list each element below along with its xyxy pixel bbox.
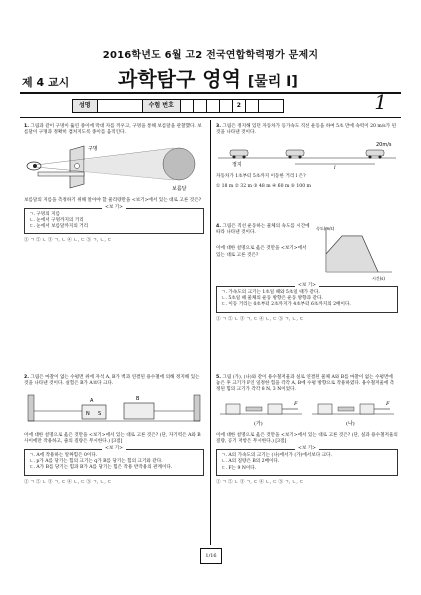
bogi-item: ㄱ. 구멍의 지름 <box>29 211 61 217</box>
column-divider <box>210 120 211 545</box>
exam-no-label: 수험 번호 <box>143 100 181 112</box>
question-prompt: 이에 대한 설명으로 옳은 것만을 <보기>에서 있는 대로 고른 것은? <box>216 246 307 258</box>
question-stem: 그림과 같이 구멍이 뚫린 종이에 막대 자를 끼우고, 구멍을 통해 보름달을 관찰했다. 보름달이 구멍과 정확히 겹쳐지도록 종이를 움직인다. <box>24 124 202 136</box>
velocity-time-graph <box>316 224 396 282</box>
spring-scale-na <box>338 407 354 411</box>
block-b-ga <box>226 404 240 414</box>
bogi-item: ㄱ. 가속도의 크기는 1초일 때와 5초일 때가 같다. <box>221 290 320 295</box>
answer-choices[interactable]: ① ㄱ ② ㄴ ③ ㄱ, ㄷ ④ ㄴ, ㄷ ⑤ ㄱ, ㄴ, ㄷ <box>24 479 112 485</box>
left-wall <box>28 395 34 421</box>
bogi-item: ㄷ. F는 9 N이다. <box>221 465 257 471</box>
hole <box>75 164 80 169</box>
force-label-na: F <box>386 400 390 407</box>
moon-observation-figure <box>24 136 204 194</box>
moon-label: 보름달 <box>172 186 187 193</box>
question-prompt: 이에 대한 설명으로 옳은 것만을 <보기>에서 있는 대로 고른 것은? (단, 실과 용수철저울의 질량, 공기 저항은 무시한다.) [3점] <box>216 432 398 445</box>
footer-total: 16 <box>210 553 217 559</box>
answer-choices[interactable]: ① ㄱ ② ㄴ ③ ㄱ, ㄴ ④ ㄴ, ㄷ ⑤ ㄱ, ㄴ, ㄷ <box>24 238 112 244</box>
hole-label: 구멍 <box>88 146 98 153</box>
car-start <box>230 150 248 159</box>
question-stem: 그림은 정지해 있던 자동차가 등가속도 직선 운동을 하여 5초 만에 속력이 20 m/s가 된 것을 나타낸 것이다. <box>216 124 397 136</box>
spring-scale-ga <box>246 407 262 411</box>
question-stem: 그림은 마찰이 없는 수평면 위에 자석 A, B가 벽과 연결된 용수철에 의해 정지해 있는 것을 나타낸 것이다. 실험은 B가 A보다 크다. <box>24 375 200 387</box>
pole-n: N <box>86 411 90 418</box>
bogi-title: <보 기> <box>102 446 126 451</box>
subject-name: 과학탐구 영역 <box>118 67 241 91</box>
question-1 <box>24 124 204 245</box>
name-label: 성명 <box>73 100 98 112</box>
exam-no-digit-box[interactable] <box>181 100 194 112</box>
session-label: 제 4 교시 <box>22 76 70 89</box>
id-rule <box>20 117 401 118</box>
y-axis-label: 속도(m/s) <box>316 226 335 231</box>
footer-page: 1 <box>205 553 209 559</box>
full-moon <box>163 148 195 180</box>
answer-choices[interactable]: ① 18 m ② 32 m ③ 48 m ④ 60 m ⑤ 100 m <box>216 183 311 189</box>
right-wall <box>194 395 200 421</box>
spring-scale-figure <box>216 394 398 430</box>
name-field[interactable] <box>98 100 143 112</box>
question-2 <box>24 375 204 486</box>
question-number: 1. <box>24 124 29 129</box>
bogi-title: <보 기> <box>295 283 319 288</box>
bogi-item: ㄴ. A의 질량은 B의 2배이다. <box>221 459 280 465</box>
question-prompt: 이에 대한 설명으로 옳은 것만을 <보기>에서 있는 대로 고른 것은? (단, 자기력은 A와 B 사이에만 작용하고, 줄의 질량은 무시한다.) [3점] <box>24 432 201 444</box>
figure-na-label: (나) <box>346 420 355 427</box>
question-number: 3. <box>216 124 221 129</box>
distance-label: l <box>334 165 336 171</box>
exam-title: 2016학년도 6월 고2 전국연합학력평가 문제지 <box>102 50 319 61</box>
car-middle <box>286 150 304 159</box>
exam-no-digit-box[interactable] <box>259 100 271 112</box>
question-stem: 그림 (가), (나)와 같이 용수철저울과 실로 연결된 물체 A와 B를 마찰이 없는 수평면에 놓은 후 크기가 F인 일정한 힘을 각각 A, B에 수평 방향으로 작용하였다. 용수철저울에 측정된 힘의 크기가 각각 8 N, 3 N이었다. <box>216 375 395 393</box>
pole-s: S <box>98 411 102 418</box>
answer-choices[interactable]: ① ㄱ ② ㄴ ③ ㄱ, ㄷ ④ ㄴ, ㄷ ⑤ ㄱ, ㄴ, ㄷ <box>216 316 304 322</box>
question-number: 4. <box>216 224 221 229</box>
bogi-item: ㄴ. 눈에서 구멍까지의 거리 <box>29 218 84 224</box>
magnet-b <box>124 403 154 419</box>
exam-no-digit-box[interactable] <box>246 100 259 112</box>
exam-no-digit-box[interactable] <box>194 100 207 112</box>
bogi-title: <보 기> <box>295 446 319 451</box>
bogi-box <box>216 283 398 313</box>
question-stem: 그림은 직선 운동하는 물체의 속도를 시간에 따라 나타낸 것이다. <box>216 224 310 236</box>
car-end <box>366 150 384 159</box>
block-a-na <box>318 404 332 414</box>
bogi-item: ㄷ. A가 B를 당기는 힘과 B가 A를 당기는 힘은 작용 반작용의 관계이다. <box>29 465 173 471</box>
force-label-ga: F <box>294 400 298 407</box>
student-id-bar <box>72 99 284 113</box>
exam-no-digit-box[interactable] <box>220 100 233 112</box>
speed-label: 20m/s <box>376 142 392 149</box>
figure-ga-label: (가) <box>254 420 263 427</box>
bogi-item: ㄷ. 이동 거리는 0초부터 2초까지가 4초부터 6초까지의 2배이다. <box>221 302 351 308</box>
answer-choices[interactable]: ① ㄱ ② ㄴ ③ ㄱ, ㄷ ④ ㄴ, ㄷ ⑤ ㄱ, ㄴ, ㄷ <box>216 479 304 485</box>
ruler <box>38 172 84 176</box>
bogi-item: ㄷ. 눈에서 보름달까지의 거리 <box>29 224 89 230</box>
x-axis-label: 시간(s) <box>372 276 385 281</box>
question-number: 5. <box>216 375 221 380</box>
bogi-box <box>24 204 204 235</box>
subject-sub: [물리 I] <box>247 74 298 90</box>
block-b-na <box>360 404 374 414</box>
question-4 <box>216 224 398 323</box>
question-number: 2. <box>24 375 29 380</box>
magnet-a-label: A <box>90 398 94 405</box>
bogi-box <box>216 446 398 476</box>
bogi-item: ㄱ. A의 가속도의 크기는 (나)에서가 (가)에서보다 크다. <box>221 453 332 459</box>
header-rule <box>20 92 401 94</box>
bogi-item: ㄴ. p가 A를 당기는 힘의 크기는 q가 B를 당기는 힘의 크기와 같다. <box>29 459 163 465</box>
bogi-item: ㄱ. A에 작용하는 알짜힘은 0이다. <box>29 453 98 459</box>
pupil <box>33 164 37 168</box>
car-motion-figure <box>216 136 398 170</box>
question-3 <box>216 124 398 190</box>
magnet-figure <box>24 387 204 429</box>
bogi-box <box>24 446 204 476</box>
page-number: 1 <box>374 90 387 114</box>
block-a-ga <box>268 404 282 414</box>
magnet-b-label: B <box>136 396 140 403</box>
question-5 <box>216 375 398 486</box>
subject-title <box>118 63 298 92</box>
question-prompt: 보름달의 지름을 측정하기 위해 알아야 할 물리량만을 <보기>에서 있는 대로 고른 것은? <box>24 197 202 203</box>
exam-no-digit-fixed: 2 <box>233 100 246 112</box>
exam-no-digit-box[interactable] <box>207 100 220 112</box>
bogi-title: <보 기> <box>102 205 126 210</box>
light-cone <box>84 148 174 180</box>
bogi-item: ㄴ. 5초일 때 물체의 운동 방향은 운동 방향과 같다. <box>221 296 323 302</box>
start-label: 정지 <box>232 162 242 169</box>
page-footer: 1/16 <box>200 548 222 564</box>
question-prompt: 자동차가 1초부터 5초까지 이동한 거리 l 은? <box>216 173 306 179</box>
